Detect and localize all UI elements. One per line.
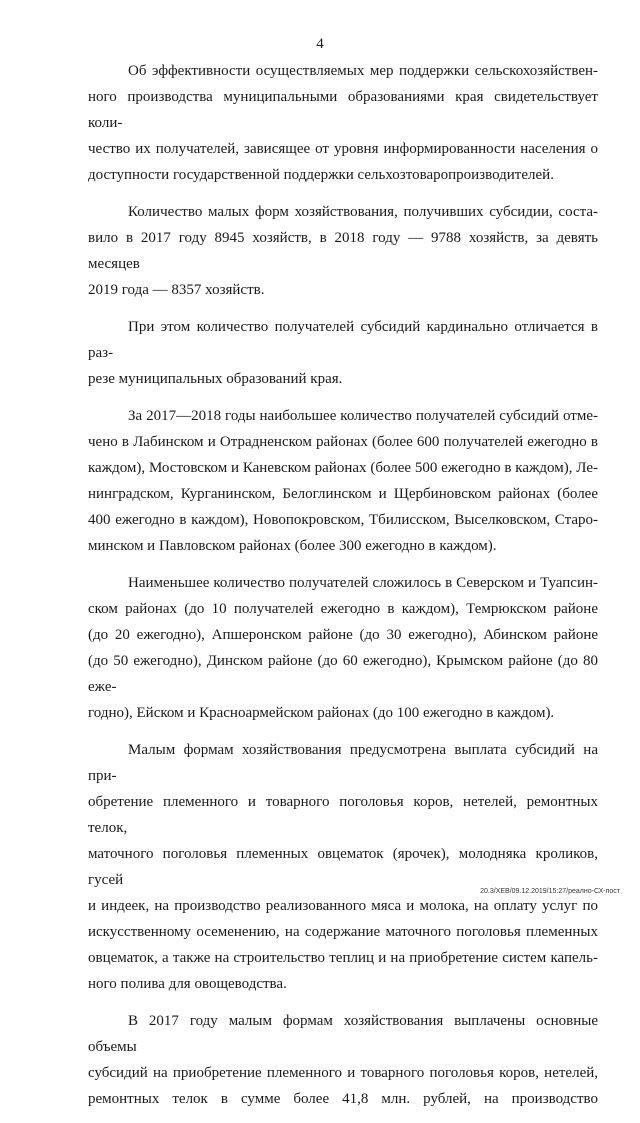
paragraph-line: ремонтных телок в сумме более 41,8 млн. рублей, на производство xyxy=(88,1091,598,1107)
paragraph-line: обретение племенного и товарного поголовья коров, нетелей, ремонтных телок, xyxy=(88,794,598,836)
paragraph-line: Количество малых форм хозяйствования, получивших субсидии, соста- xyxy=(128,204,598,220)
paragraph-line: За 2017—2018 годы наибольшее количество получателей субсидий отме- xyxy=(128,408,598,424)
paragraph-line: При этом количество получателей субсидий кардинально отличается в раз- xyxy=(88,319,598,361)
paragraph-line: искусственному осеменению, на содержание маточного поголовья племенных xyxy=(88,924,598,940)
paragraph-line: Об эффективности осуществляемых мер поддержки сельскохозяйствен- xyxy=(128,63,598,79)
paragraph-line: резе муниципальных образований края. xyxy=(88,371,343,387)
paragraph-line: 2019 года — 8357 хозяйств. xyxy=(88,282,265,298)
paragraph-line: ском районах (до 10 получателей ежегодно в каждом), Темрюкском районе xyxy=(88,601,598,617)
paragraph xyxy=(88,737,598,997)
paragraph xyxy=(88,314,598,392)
paragraph-line: чество их получателей, зависящее от уровня информированности населения о xyxy=(88,141,598,157)
paragraph xyxy=(88,1008,598,1112)
paragraph xyxy=(88,570,598,726)
paragraph-line: и индеек, на производство реализованного мяса и молока, на оплату услуг по xyxy=(88,898,598,914)
paragraph-line: В 2017 году малым формам хозяйствования выплачены основные объемы xyxy=(88,1013,598,1055)
paragraph-line: ного полива для овощеводства. xyxy=(88,976,287,992)
paragraph-line: нинградском, Курганинском, Белоглинском и Щербиновском районах (более xyxy=(88,486,598,502)
paragraph-line: чено в Лабинском и Отрадненском районах (более 600 получателей ежегодно в xyxy=(88,434,598,450)
paragraph-line: доступности государственной поддержки сельхозтоваропроизводителей. xyxy=(88,167,554,183)
paragraph-line: минском и Павловском районах (более 300 ежегодно в каждом). xyxy=(88,538,497,554)
paragraph-line: (до 20 ежегодно), Апшеронском районе (до 30 ежегодно), Абинском районе xyxy=(88,627,598,643)
document-body xyxy=(88,58,598,1123)
page-number: 4 xyxy=(316,36,324,52)
paragraph-line: маточного поголовья племенных овцематок (ярочек), молодняка кроликов, гусей xyxy=(88,846,598,888)
paragraph xyxy=(88,403,598,559)
paragraph-line: годно), Ейском и Красноармейском районах (до 100 ежегодно в каждом). xyxy=(88,705,555,721)
paragraph-line: каждом), Мостовском и Каневском районах (более 500 ежегодно в каждом), Ле- xyxy=(88,460,598,476)
paragraph-line: овцематок, а также на строительство теплиц и на приобретение систем капель- xyxy=(88,950,598,966)
paragraph-line: ного производства муниципальными образованиями края свидетельствует коли- xyxy=(88,89,598,131)
paragraph-line: (до 50 ежегодно), Динском районе (до 60 ежегодно), Крымском районе (до 80 еже- xyxy=(88,653,598,695)
paragraph xyxy=(88,58,598,188)
paragraph-line: Наименьшее количество получателей сложилось в Северском и Туапсин- xyxy=(128,575,598,591)
paragraph-line: вило в 2017 году 8945 хозяйств, в 2018 году — 9788 хозяйств, за девять месяцев xyxy=(88,230,598,272)
footer-document-code: 20.3/ХЕВ/09.12.2019/15:27/реално-СХ-пост xyxy=(480,888,620,895)
paragraph-line: субсидий на приобретение племенного и товарного поголовья коров, нетелей, xyxy=(88,1065,598,1081)
paragraph-line: Малым формам хозяйствования предусмотрена выплата субсидий на при- xyxy=(88,742,598,784)
paragraph xyxy=(88,199,598,303)
paragraph-line: 400 ежегодно в каждом), Новопокровском, Тбилисском, Выселковском, Старо- xyxy=(88,512,598,528)
